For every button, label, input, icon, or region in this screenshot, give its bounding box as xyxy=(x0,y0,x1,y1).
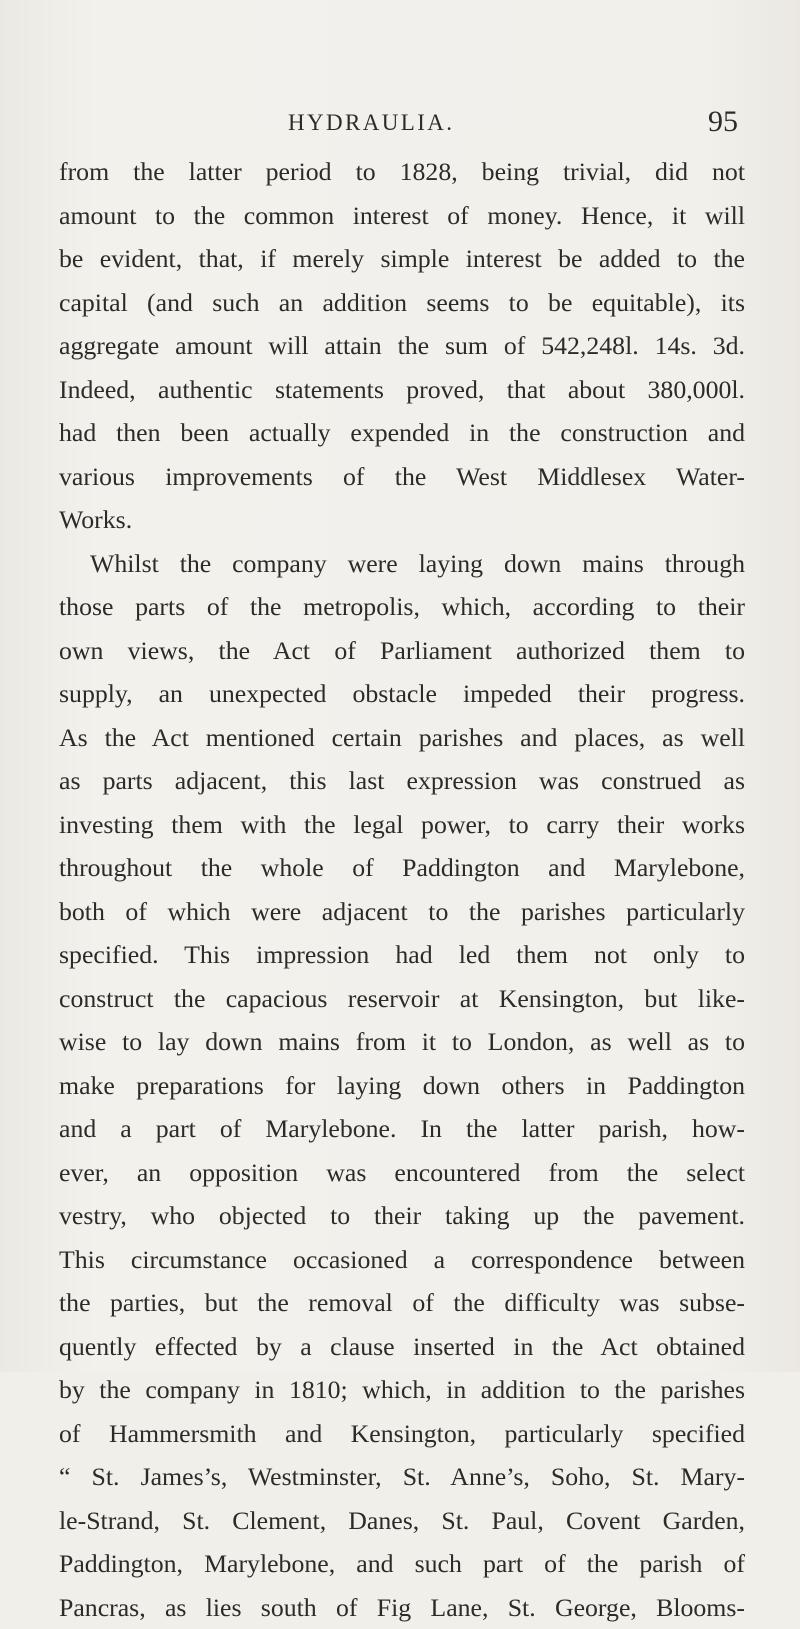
text-line: be evident, that, if merely simple interest be added to the xyxy=(59,237,745,281)
text-line: make preparations for laying down others in Paddington xyxy=(59,1064,745,1108)
text-line: and a part of Marylebone. In the latter parish, how- xyxy=(59,1107,745,1151)
text-line: aggregate amount will attain the sum of 542,248l. 14s. 3d. xyxy=(59,324,745,368)
running-head xyxy=(0,110,800,150)
page-number: 95 xyxy=(708,105,738,139)
text-line: throughout the whole of Paddington and Marylebone, xyxy=(59,846,745,890)
text-line: “ St. James’s, Westminster, St. Anne’s, Soho, St. Mary- xyxy=(59,1455,745,1499)
text-line: Paddington, Marylebone, and such part of the parish of xyxy=(59,1542,745,1586)
text-line: Works. xyxy=(59,498,745,542)
text-line: Pancras, as lies south of Fig Lane, St. George, Blooms- xyxy=(59,1586,745,1629)
text-line: construct the capacious reservoir at Kensington, but like- xyxy=(59,977,745,1021)
text-line: supply, an unexpected obstacle impeded their progress. xyxy=(59,672,745,716)
text-line: capital (and such an addition seems to be equitable), its xyxy=(59,281,745,325)
text-line: various improvements of the West Middlesex Water- xyxy=(59,455,745,499)
text-line: own views, the Act of Parliament authorized them to xyxy=(59,629,745,673)
text-line: vestry, who objected to their taking up the pavement. xyxy=(59,1194,745,1238)
text-line: le-Strand, St. Clement, Danes, St. Paul, Covent Garden, xyxy=(59,1499,745,1543)
text-line: specified. This impression had led them not only to xyxy=(59,933,745,977)
text-line: Indeed, authentic statements proved, that about 380,000l. xyxy=(59,368,745,412)
text-line: wise to lay down mains from it to London, as well as to xyxy=(59,1020,745,1064)
running-title: HYDRAULIA. xyxy=(288,110,454,136)
text-line: ever, an opposition was encountered from the select xyxy=(59,1151,745,1195)
text-line: Whilst the company were laying down mains through xyxy=(59,542,745,586)
text-line: This circumstance occasioned a correspondence between xyxy=(59,1238,745,1282)
text-line: both of which were adjacent to the parishes particularly xyxy=(59,890,745,934)
text-line: of Hammersmith and Kensington, particularly specified xyxy=(59,1412,745,1456)
text-line: amount to the common interest of money. Hence, it will xyxy=(59,194,745,238)
text-line: from the latter period to 1828, being trivial, did not xyxy=(59,150,745,194)
text-line: the parties, but the removal of the difficulty was subse- xyxy=(59,1281,745,1325)
text-line: those parts of the metropolis, which, according to their xyxy=(59,585,745,629)
text-line: investing them with the legal power, to carry their works xyxy=(59,803,745,847)
text-line: by the company in 1810; which, in addition to the parishes xyxy=(59,1368,745,1412)
body-text xyxy=(59,150,745,1629)
text-line: As the Act mentioned certain parishes and places, as well xyxy=(59,716,745,760)
text-line: had then been actually expended in the construction and xyxy=(59,411,745,455)
text-line: as parts adjacent, this last expression was construed as xyxy=(59,759,745,803)
text-line: quently effected by a clause inserted in the Act obtained xyxy=(59,1325,745,1369)
